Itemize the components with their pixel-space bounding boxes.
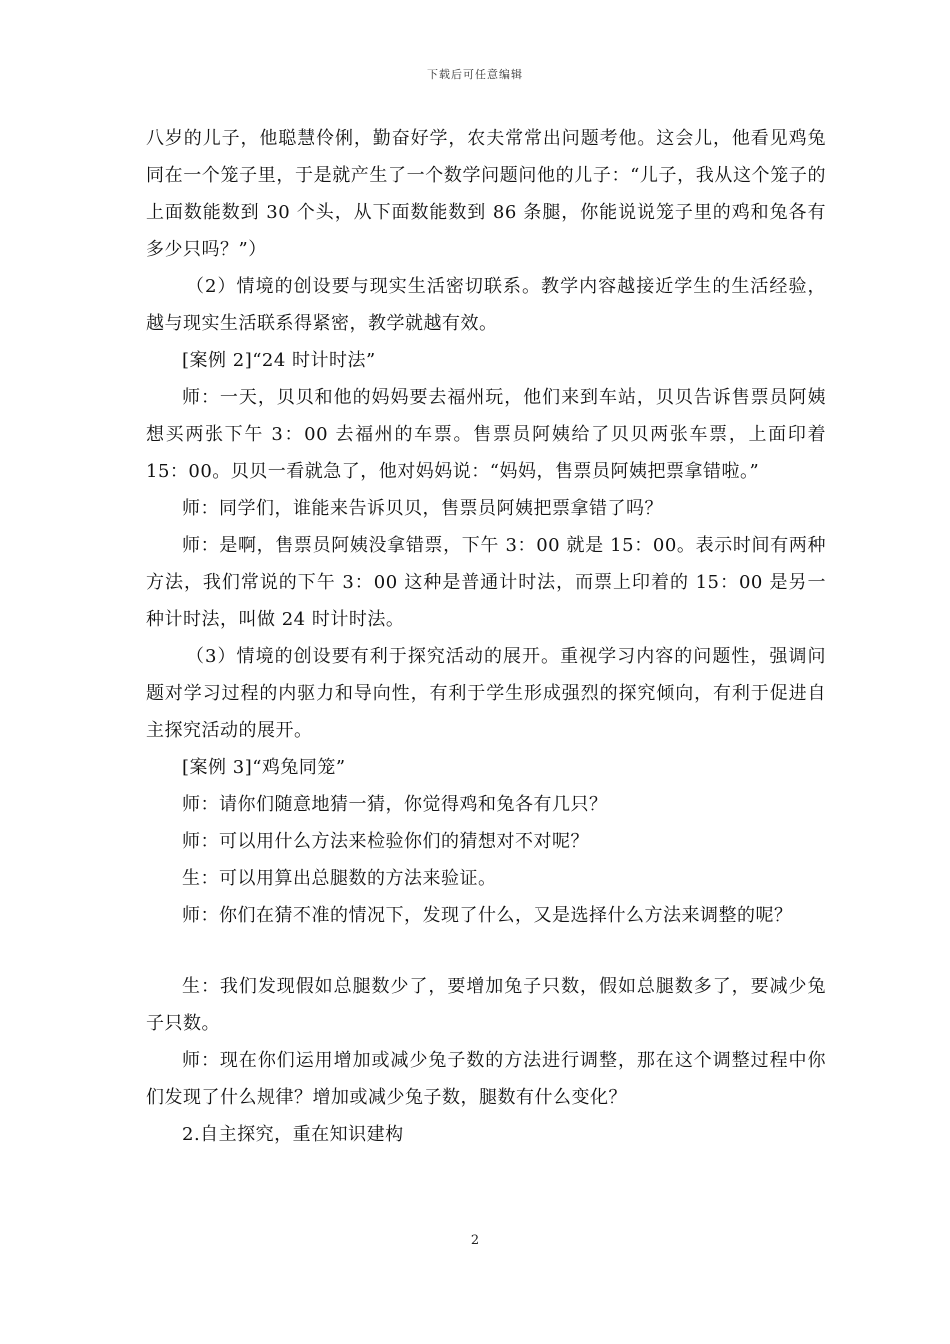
case-2-title: [案例 2]“24 时计时法” bbox=[182, 350, 376, 371]
dialogue-line: 师：一天，贝贝和他的妈妈要去福州玩，他们来到车站，贝贝告诉售票员阿姨想买两张下午 3：00 去福州的车票。售票员阿姨给了贝贝两张车票，上面印着 15：00。贝贝一看就急了，他对妈妈说：“妈妈，售票员阿姨把票拿错啦。” bbox=[146, 387, 826, 482]
header-note: 下载后可任意编辑 bbox=[427, 68, 523, 81]
paragraph-principle-3: （3）情境的创设要有利于探究活动的展开。重视学习内容的问题性，强调问题对学习过程的内驱力和导向性，有利于学生形成强烈的探究倾向，有利于促进自主探究活动的展开。 bbox=[146, 646, 826, 741]
paragraph-gap bbox=[146, 934, 826, 968]
dialogue-line: 生：可以用算出总腿数的方法来验证。 bbox=[182, 868, 497, 889]
page-number: 2 bbox=[470, 1233, 480, 1248]
dialogue-line: 生：我们发现假如总腿数少了，要增加兔子只数，假如总腿数多了，要减少兔子只数。 bbox=[146, 976, 826, 1034]
paragraph-principle-2: （2）情境的创设要与现实生活密切联系。教学内容越接近学生的生活经验，越与现实生活联系得紧密，教学就越有效。 bbox=[146, 276, 826, 334]
case-3-title: [案例 3]“鸡兔同笼” bbox=[182, 757, 346, 778]
dialogue-line: 师：请你们随意地猜一猜，你觉得鸡和兔各有几只？ bbox=[182, 794, 608, 815]
dialogue-line: 师：现在你们运用增加或减少兔子数的方法进行调整，那在这个调整过程中你们发现了什么规律？增加或减少兔子数，腿数有什么变化？ bbox=[146, 1050, 826, 1108]
dialogue-line: 师：是啊，售票员阿姨没拿错票，下午 3：00 就是 15：00。表示时间有两种方法，我们常说的下午 3：00 这种是普通计时法，而票上印着的 15：00 是另一种计时法，叫做 24 时计时法。 bbox=[146, 535, 826, 630]
paragraph-story-continuation: 八岁的儿子，他聪慧伶俐，勤奋好学，农夫常常出问题考他。这会儿，他看见鸡兔同在一个笼子里，于是就产生了一个数学问题问他的儿子：“儿子，我从这个笼子的上面数能数到 30 个头，从下面数能数到 86 条腿，你能说说笼子里的鸡和兔各有多少只吗？”） bbox=[146, 128, 826, 260]
dialogue-line: 师：同学们，谁能来告诉贝贝，售票员阿姨把票拿错了吗？ bbox=[182, 498, 663, 519]
dialogue-line: 师：你们在猜不准的情况下，发现了什么，又是选择什么方法来调整的呢？ bbox=[182, 905, 793, 926]
document-body bbox=[146, 120, 826, 1153]
section-heading: 2.自主探究，重在知识建构 bbox=[182, 1124, 404, 1145]
dialogue-line: 师：可以用什么方法来检验你们的猜想对不对呢？ bbox=[182, 831, 589, 852]
